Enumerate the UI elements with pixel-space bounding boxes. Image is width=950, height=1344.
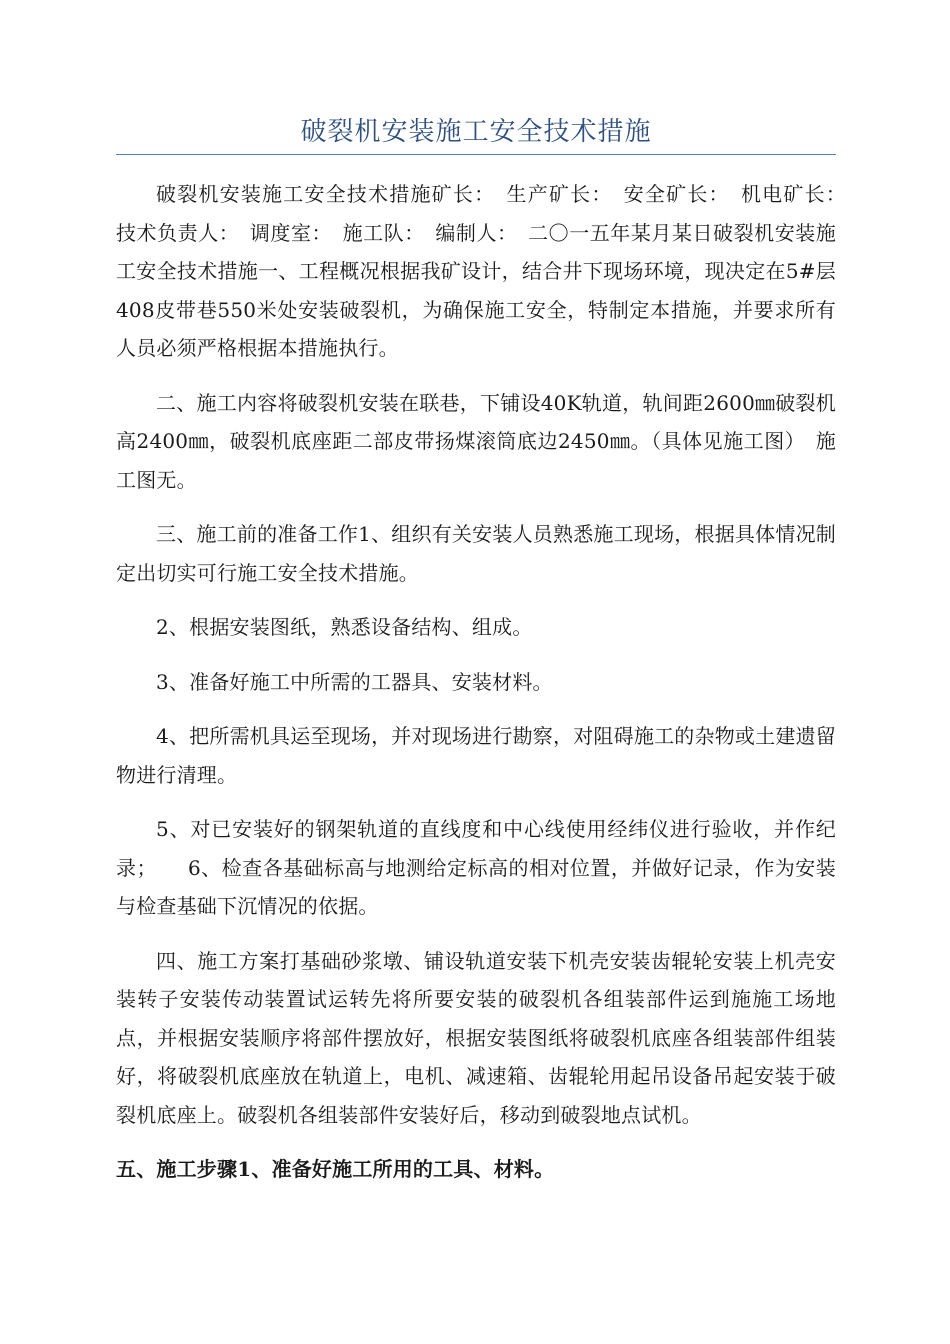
document-title: 破裂机安装施工安全技术措施 <box>300 117 652 147</box>
paragraph-step-3: 3、准备好施工中所需的工器具、安装材料。 <box>156 669 553 694</box>
paragraph-preparation: 三、施工前的准备工作1、组织有关安装人员熟悉施工现场，根据具体情况制定出切实可行施工安全技术措施。 <box>116 522 836 585</box>
paragraph-step-2: 2、根据安装图纸，熟悉设备结构、组成。 <box>156 615 533 639</box>
paragraph-step-4: 4、把所需机具运至现场，并对现场进行勘察，对阻碍施工的杂物或土建遗留物进行清理。 <box>116 724 836 787</box>
document-body <box>116 175 857 1189</box>
paragraph-overview: 破裂机安装施工安全技术措施矿长： 生产矿长： 安全矿长： 机电矿长： 技术负责人： 调度室： 施工队： 编制人： 二〇一五年某月某日破裂机安装施工安全技术措施一、工程概况根据我矿设计，结合井下现场环境，现决定在5#层408皮带巷550米处安装破裂机，为确保施工安全，特制定本措施，并要求所有人员必须严格根据本措施执行。 <box>116 182 857 360</box>
paragraph-construction-plan: 四、施工方案打基础砂浆墩、铺设轨道安装下机壳安装齿辊轮安装上机壳安装转子安装传动装置试运转先将所要安装的破裂机各组装部件运到施施工场地点，并根据安装顺序将部件摆放好，根据安装图纸将破裂机底座各组装部件组装好，将破裂机底座放在轨道上，电机、减速箱、齿辊轮用起吊设备吊起安装于破裂机底座上。破裂机各组装部件安装好后，移动到破裂地点试机。 <box>116 948 836 1127</box>
paragraph-step-5-6: 5、对已安装好的钢架轨道的直线度和中心线使用经纬仪进行验收，并作纪录； 6、检查各基础标高与地测给定标高的相对位置，并做好记录，作为安装与检查基础下沉情况的依据。 <box>116 817 836 918</box>
section-5-heading: 五、施工步骤1、准备好施工所用的工具、材料。 <box>116 1157 555 1181</box>
title-underline <box>116 154 836 155</box>
paragraph-construction-content: 二、施工内容将破裂机安装在联巷，下铺设40K轨道，轨间距2600㎜破裂机高2400㎜，破裂机底座距二部皮带扬煤滚筒底边2450㎜。（具体见施工图） 施工图无。 <box>116 390 836 492</box>
